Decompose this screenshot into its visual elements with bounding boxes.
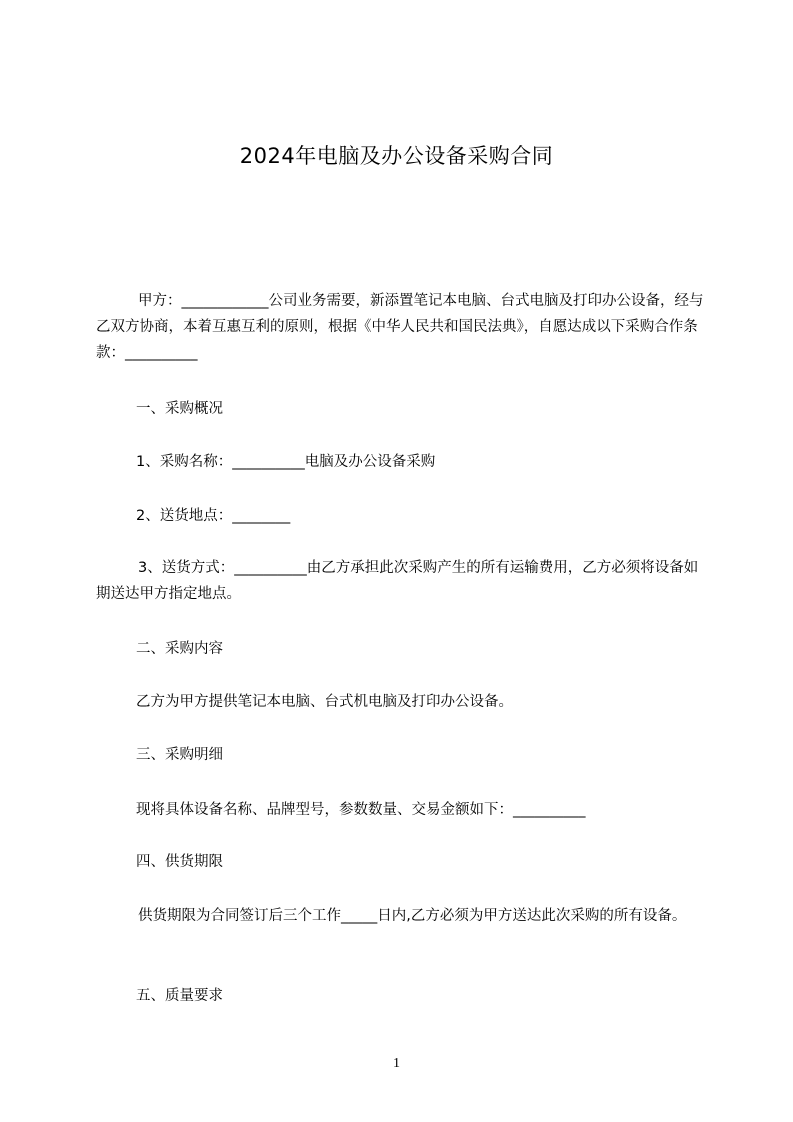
section-heading-quality: 五、质量要求 [136,988,223,1004]
document-title: 2024年电脑及办公设备采购合同 [239,144,554,168]
section-heading-overview: 一、采购概况 [136,401,223,417]
item-purchase-name: 1、采购名称：__________电脑及办公设备采购 [136,454,436,470]
details-paragraph: 现将具体设备名称、品牌型号，参数数量、交易金额如下：__________ [136,802,586,818]
section-heading-details: 三、采购明细 [136,747,223,763]
page-number: 1 [393,1056,400,1071]
intro-paragraph: 甲方：____________公司业务需要，新添置笔记本电脑、台式电脑及打印办公设备，经与乙双方协商，本着互惠互利的原则，根据《中华人民共和国民法典》，自愿达成以下采购合作条款：__________ [96,293,704,361]
section-heading-supply-period: 四、供货期限 [136,854,223,870]
item-delivery-location: 2、送货地点：________ [136,508,291,524]
content-paragraph: 乙方为甲方提供笔记本电脑、台式机电脑及打印办公设备。 [136,694,513,710]
item-delivery-method: 3、送货方式：__________由乙方承担此次采购产生的所有运输费用，乙方必须将设备如期送达甲方指定地点。 [96,560,699,602]
section-heading-content: 二、采购内容 [136,641,223,657]
supply-period-paragraph: 供货期限为合同签订后三个工作_____日内,乙方必须为甲方送达此次采购的所有设备。 [138,908,687,924]
